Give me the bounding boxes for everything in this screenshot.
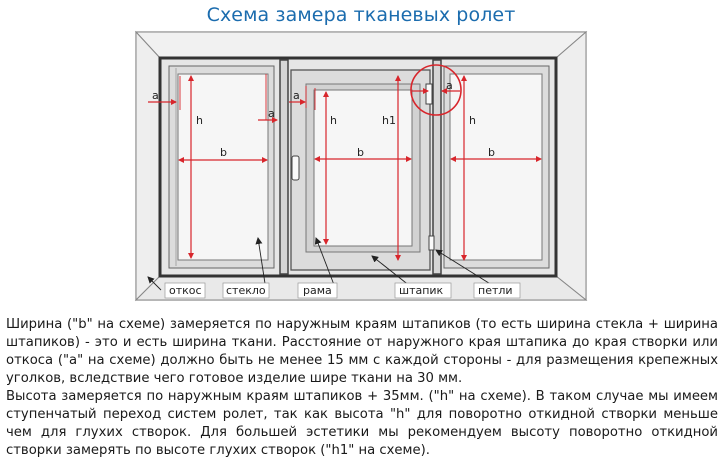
left-fixed-pane	[169, 66, 274, 268]
label-rama: рама	[303, 284, 332, 297]
label-a-mid: a	[293, 89, 300, 102]
label-b-middle: b	[357, 146, 364, 159]
label-h-middle: h	[330, 114, 337, 127]
label-otkos: откос	[169, 284, 202, 297]
label-a-left: a	[152, 89, 159, 102]
label-b-right: b	[488, 146, 495, 159]
description-paragraph-height: Высота замеряется по наружным краям штапиков + 35мм. ("h" на схеме). В таком случае мы имеем ступенчатый переход систем ролет, так как высота "h" для поворотно откидной створки меньше чем для глухих створок. Для большей эстетики мы рекомендуем высоту поворотно откидной створки замерять по высоте глухих створок ("h1" на схеме).	[6, 389, 718, 458]
label-a-detail: a	[446, 79, 453, 92]
label-h1-middle: h1	[382, 114, 396, 127]
page-title: Схема замера тканевых ролет	[206, 4, 516, 26]
label-shtapik: штапик	[399, 284, 444, 297]
label-petli: петли	[478, 284, 513, 297]
label-h-right: h	[469, 114, 476, 127]
description-paragraph-width: Ширина ("b" на схеме) замеряется по наружным краям штапиков (то есть ширина стекла + ширина штапиков) - это и есть ширина ткани. Расстояние от наружного края штапика до края створки или откоса ("a" на схеме) должно быть не менее 15 мм с каждой стороны - для размещения крепежных уголков, вследствие чего готовое изделие шире ткани на 30 мм.	[6, 317, 718, 386]
label-steklo: стекло	[226, 284, 266, 297]
label-a-left-inner: a	[268, 107, 275, 120]
label-h-left: h	[196, 114, 203, 127]
label-b-left: b	[220, 146, 227, 159]
description-text	[6, 316, 718, 460]
